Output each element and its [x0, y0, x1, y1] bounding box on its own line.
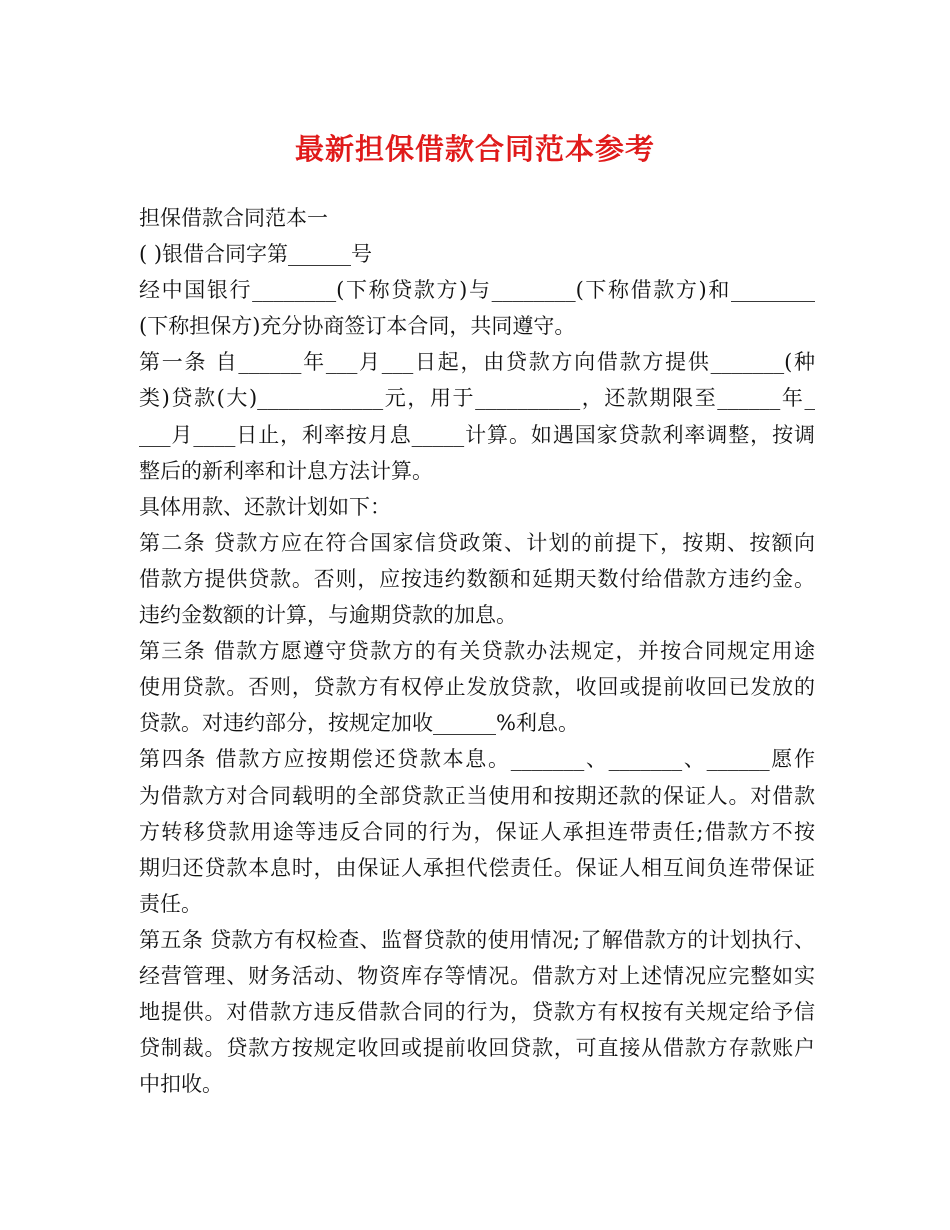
- document-line: 具体用款、还款计划如下：: [139, 494, 391, 519]
- document-line: 为借款方对合同载明的全部贷款正当使用和按期还款的保证人。对借款: [139, 783, 815, 808]
- document-line: 方转移贷款用途等违反合同的行为，保证人承担连带责任;借款方不按: [139, 819, 815, 844]
- document-line: 贷制裁。贷款方按规定收回或提前收回贷款，可直接从借款方存款账户: [139, 1036, 815, 1061]
- document-line: 中扣收。: [139, 1072, 223, 1097]
- document-line: ___月____日止，利率按月息_____计算。如遇国家贷款利率调整，按调: [139, 422, 815, 447]
- document-line: 地提供。对借款方违反借款合同的行为，贷款方有权按有关规定给予信: [139, 1000, 815, 1025]
- document-line: 借款方提供贷款。否则，应按违约数额和延期天数付给借款方违约金。: [139, 566, 815, 591]
- document-line: ( )银借合同字第______号: [139, 242, 373, 267]
- document-line: 第一条 自______年___月___日起，由贷款方向借款方提供_______(种: [139, 350, 815, 375]
- document-line: 期归还贷款本息时，由保证人承担代偿责任。保证人相互间负连带保证: [139, 855, 815, 880]
- document-title: 最新担保借款合同范本参考: [294, 132, 655, 166]
- document-line: 贷款。对违约部分，按规定加收______%利息。: [139, 711, 579, 736]
- document-line: 经中国银行________(下称贷款方)与________(下称借款方)和________: [139, 278, 815, 303]
- document-line: 第三条 借款方愿遵守贷款方的有关贷款办法规定，并按合同规定用途: [139, 639, 815, 664]
- document-line: 第二条 贷款方应在符合国家信贷政策、计划的前提下，按期、按额向: [139, 530, 815, 555]
- document-line: 类)贷款(大)____________元，用于__________，还款期限至______年_: [139, 386, 815, 411]
- document-body: [139, 200, 815, 1102]
- document-line: 担保借款合同范本一: [139, 206, 328, 230]
- document-line: 使用贷款。否则，贷款方有权停止发放贷款，收回或提前收回已发放的: [139, 675, 815, 700]
- document-line: 第五条 贷款方有权检查、监督贷款的使用情况;了解借款方的计划执行、: [139, 927, 815, 952]
- document-line: 第四条 借款方应按期偿还贷款本息。_______、_______、______愿作: [139, 747, 815, 772]
- document-line: (下称担保方)充分协商签订本合同，共同遵守。: [139, 314, 576, 339]
- document-line: 经营管理、财务活动、物资库存等情况。借款方对上述情况应完整如实: [139, 963, 815, 988]
- document-line: 违约金数额的计算，与逾期贷款的加息。: [139, 603, 517, 628]
- document-line: 责任。: [139, 891, 202, 916]
- document-line: 整后的新利率和计息方法计算。: [139, 458, 433, 483]
